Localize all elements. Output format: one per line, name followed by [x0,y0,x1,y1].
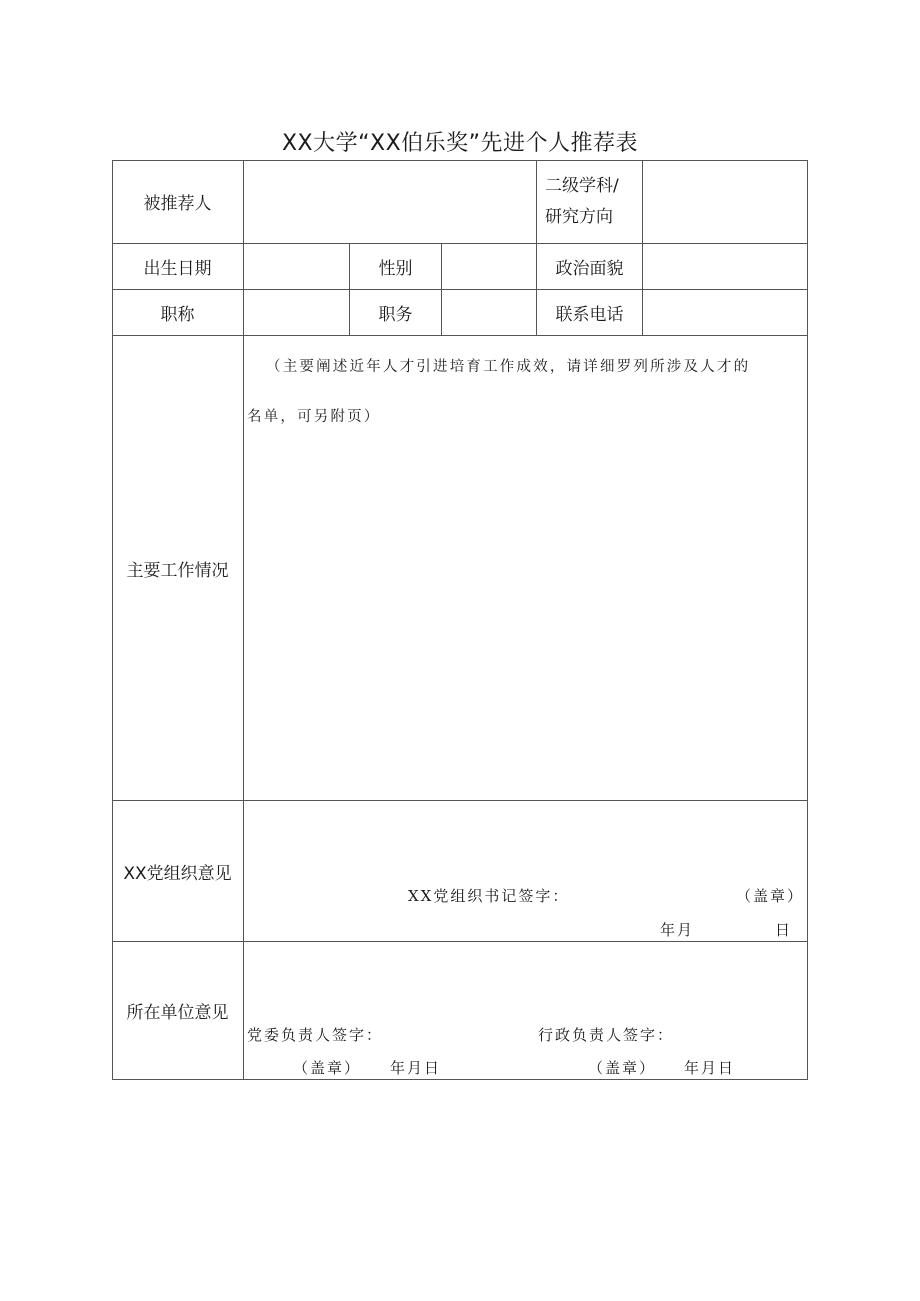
party-date-year-month: 年月 [660,921,695,939]
table-border-bottom [112,1079,808,1080]
gender-label: 性别 [378,259,413,279]
discipline-field[interactable] [643,161,807,243]
nominee-label: 被推荐人 [143,194,212,214]
title-label: 职称 [160,305,195,325]
position-label: 职务 [378,305,413,325]
phone-field[interactable] [643,290,807,335]
committee-seal: （盖章） [293,1059,362,1077]
birthdate-field[interactable] [244,244,349,289]
admin-date: 年月日 [684,1059,736,1077]
work-note-line2: 名单，可另附页） [247,409,381,425]
admin-signature: 行政负责人签字： [538,1026,675,1044]
work-note-line1: （主要阐述近年人才引进培育工作成效，请详细罗列所涉及人才的 [266,359,751,375]
gender-field[interactable] [442,244,536,289]
birthdate-label: 出生日期 [143,259,212,279]
party-opinion-label: XX党组织意见 [123,863,232,884]
title-field[interactable] [244,290,349,335]
party-opinion-field[interactable] [244,801,807,941]
political-status-field[interactable] [643,244,807,289]
political-status-label: 政治面貌 [555,259,624,279]
party-committee-signature: 党委负责人签字： [247,1026,384,1044]
party-date-day: 日 [775,921,793,939]
unit-opinion-label: 所在单位意见 [126,1003,229,1023]
party-secretary-signature: XX党组织书记签字： [408,887,570,905]
work-label: 主要工作情况 [126,560,229,581]
form-title: XX大学“XX伯乐奖”先进个人推荐表 [281,131,639,156]
discipline-label-line2: 研究方向 [545,206,613,227]
committee-date: 年月日 [390,1059,442,1077]
discipline-label-line1: 二级学科/ [545,175,619,196]
position-field[interactable] [442,290,536,335]
party-seal: （盖章） [736,887,805,905]
admin-seal: （盖章） [588,1059,657,1077]
table-border-right [807,160,808,1080]
work-content-field[interactable] [244,336,807,800]
discipline-label [543,160,643,243]
phone-label: 联系电话 [555,305,624,325]
nominee-name-field[interactable] [244,161,536,243]
nomination-form-table [112,160,808,1080]
unit-opinion-field[interactable] [244,942,807,1079]
